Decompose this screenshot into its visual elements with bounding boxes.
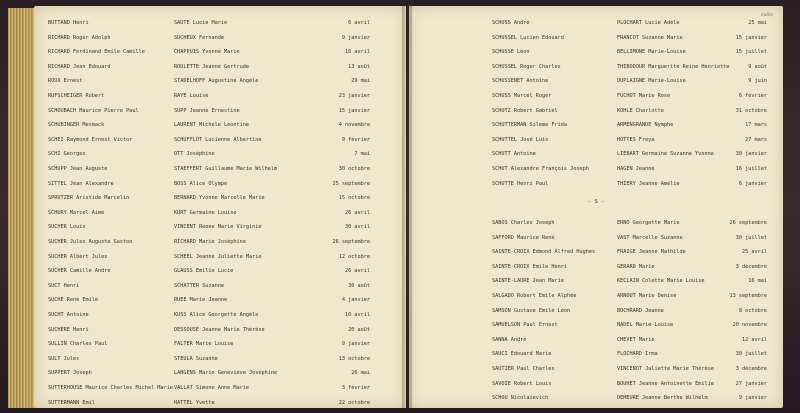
register-entry [34,78,406,89]
groom-name: SCHUTTEL José Luis [492,136,549,143]
register-entry [34,93,406,104]
groom-name: SUCHER Albert Jules [48,253,108,260]
register-entry [409,78,783,89]
marriage-date: 9 juin [748,78,767,85]
marriage-date: 26 avril [345,209,370,216]
bride-name: CHAPPUIS Yvonne Marie [174,49,240,56]
marriage-date: 27 mars [745,136,767,143]
marriage-date: 9 janvier [341,341,370,348]
register-entry [409,64,783,75]
marriage-date: 20 novembre [732,322,767,329]
marriage-date: 13 septembre [729,293,767,299]
groom-name: SUCHER Jules Auguste Gaston [48,239,133,245]
marriage-date: 7 mai [354,151,370,158]
marriage-date: 16 mai [748,278,767,285]
bride-name: DEMEURE Jeanne Berthe Wilhelm [617,395,708,402]
bride-name: DUPLAIGNE Marie-Louise [617,78,686,85]
register-entry [34,49,406,60]
marriage-date: 9 janvier [738,395,767,402]
register-entry [409,235,783,246]
groom-name: SCHUTTE Henri Paul [492,180,549,187]
right-page [409,6,783,408]
register-entry [34,268,406,279]
register-entry [409,249,783,260]
groom-name: SCHUSSE Léon [492,49,530,56]
bride-name: STADELHOFF Augustine Angèle [174,78,259,85]
marriage-date: 8 octobre [738,307,767,314]
marriage-date: 9 août [748,63,767,70]
register-entry [34,20,406,31]
bride-name: FLOCHARD Irma [617,351,658,358]
groom-name: SCHUTZ Robert Gabriel [492,107,558,114]
bride-name: SCHEEL Jeanne Juliette Marie [174,253,262,260]
bride-name: FRAIGE Jeanne Mathilde [617,249,686,256]
bride-name: STEULA Suzanne [174,355,218,362]
bride-name: SCHUFFLOT Lucienne Albertine [174,136,262,143]
register-entry [34,181,406,192]
register-entry [409,166,783,177]
groom-name: SUCHER Louis [48,224,86,231]
groom-name: SCHUT Alexandre François Joseph [492,166,589,172]
groom-name: SCHUSSEL Roger Charles [492,63,561,70]
marriage-date: 16 juillet [735,166,767,172]
register-entry [34,64,406,75]
bride-name: DESSOUSE Jeanne Marie Thérèse [174,326,265,333]
marriage-date: 26 septembre [729,220,767,226]
marriage-date: 12 avril [742,336,767,343]
marriage-date: 23 janvier [338,93,370,99]
groom-name: RICHARD Roger Adolph [48,34,111,41]
marriage-date: 6 janvier [738,180,767,187]
groom-name: SUCHER Camille André [48,268,111,275]
register-entry [409,220,783,231]
register-entry [34,151,406,162]
register-entry [34,195,406,206]
register-entry [34,224,406,235]
groom-name: SAINTE-LAURE Jean Marie [492,278,564,285]
groom-name: SUPPERT Joseph [48,370,92,377]
bride-name: VAST Marcelle Suzanne [617,234,683,241]
groom-name: SCHUSSENET Antoine [492,78,549,85]
register-entry [409,351,783,362]
register-entry [34,356,406,367]
register-entry [34,166,406,177]
groom-name: ROUX Ernest [48,78,83,85]
register-entry [34,312,406,323]
register-entry [34,341,406,352]
register-entry [34,400,406,411]
register-entry [409,381,783,392]
bride-name: FUCHOT Marie Rose [617,93,671,99]
groom-name: SITTEL Jean Alexandre [48,180,114,187]
groom-name: SCHUSS Marcel Roger [492,93,552,99]
bride-name: LIEBART Germaine Suzanne Yvonne [617,151,714,158]
groom-name: SULT Jules [48,355,80,362]
marriage-date: 29 mai [351,78,370,85]
groom-name: SULLIN Charles Paul [48,341,108,348]
register-entry [34,122,406,133]
marriage-date: 15 octobre [338,195,370,202]
bride-name: CHEVET Marie [617,336,655,343]
bride-name: LAURENT Michele Léontine [174,122,249,129]
bride-name: RICHARD Marie Joséphine [174,239,246,245]
groom-name: SAMUELSON Paul Ernest [492,322,558,329]
marriage-date: 15 janvier [735,34,767,41]
bride-name: HATTEL Yvette [174,399,215,406]
marriage-date: 27 janvier [735,380,767,387]
register-entry [409,122,783,133]
register-entry [34,210,406,221]
marriage-date: 30 janvier [735,151,767,158]
marriage-date: 13 octobre [338,355,370,362]
marriage-date: 15 janvier [338,107,370,114]
marriage-date: 6 février [738,93,767,99]
bride-name: PLOCHART Lucie Adèle [617,20,680,26]
groom-name: SCHUPP Jean Auguste [48,166,108,172]
groom-name: SAINTE-CROIX Edmond Alfred Hughes [492,249,596,256]
bride-name: VINCENOT Juliette Marie Thérèse [617,366,714,372]
register-entry [409,322,783,333]
register-entry [409,108,783,119]
bride-name: GERARD Marie [617,263,655,270]
bride-name: ARMENGRANDE Nymphe [617,122,674,129]
marriage-date: 3 février [341,385,370,391]
bride-name: BELLIMONE Marie-Louise [617,49,686,56]
bride-name: HAGEN Jeanne [617,166,655,172]
bride-name: THIBODOUR Marguerite Reine Henriette [617,63,730,70]
groom-name: RICHARD Ferdinand Emile Camille [48,49,145,56]
bride-name: KURT Germaine Louise [174,209,237,216]
groom-name: SPRUTZER Aristide Marcelin [48,195,130,202]
register-entry [409,278,783,289]
margin-note: suite [760,12,773,18]
register-entry [409,93,783,104]
bride-name: GLAUSS Emilie Lucie [174,268,234,275]
register-entry [409,35,783,46]
marriage-date: 25 septembre [332,180,370,187]
marriage-date: 10 avril [345,312,370,318]
bride-name: FRANCOT Suzanne Marie [617,34,683,41]
marriage-date: 30 avril [345,224,370,231]
marriage-date: 3 décembre [735,263,767,270]
marriage-date: 25 mai [748,20,767,26]
register-entry [409,264,783,275]
bride-name: OTT Joséphine [174,151,215,158]
bride-name: NADEL Marie-Louise [617,322,674,329]
register-entry [409,49,783,60]
register-entry [34,370,406,381]
bride-name: SCHATTER Suzanne [174,282,224,289]
register-entry [34,297,406,308]
groom-name: SCHI Georges [48,151,86,158]
marriage-date: 26 septembre [332,239,370,245]
marriage-date: 16 avril [345,49,370,56]
register-entry [34,108,406,119]
marriage-date: 26 avril [345,268,370,275]
bride-name: RAYE Louise [174,93,209,99]
marriage-date: 3 décembre [735,366,767,372]
register-entry [409,20,783,31]
register-entry [409,151,783,162]
bride-name: SUPP Jeanne Ernestine [174,107,240,114]
groom-name: SABOS Charles Joseph [492,220,555,226]
bride-name: THIERY Jeanne Amélie [617,180,680,187]
marriage-date: 25 avril [742,249,767,256]
bride-name: ERNO Georgette Marie [617,220,680,226]
register-entry [409,181,783,192]
bride-name: BOSS Alice Olympe [174,180,228,187]
groom-name: SUCHT Antoine [48,312,89,318]
marriage-date: 26 mai [351,370,370,377]
bride-name: ARNOUT Marie Denise [617,293,677,299]
register-entry [34,239,406,250]
marriage-date: 20 août [348,326,370,333]
bride-name: ROULETTE Jeanne Gertrude [174,63,249,70]
groom-name: SCHUBINGER Mesmack [48,122,105,129]
marriage-date: 9 janvier [341,34,370,41]
marriage-date: 17 mars [745,122,767,129]
register-entry [409,137,783,148]
register-entry [409,308,783,319]
section-separator: - S - [587,199,605,205]
bride-name: KECLAIN Colette Marie Louise [617,278,705,285]
book-gutter [402,6,412,408]
bride-name: BERNARD Yvonne Marcelle Marie [174,195,265,202]
groom-name: SCHOUBACH Maurice Pierre Paul [48,107,139,114]
bride-name: BOCHRARD Jeanne [617,307,664,314]
groom-name: SALGADO Robert Emile Alphée [492,293,577,299]
marriage-date: 12 octobre [338,253,370,260]
groom-name: SUCHERE Henri [48,326,89,333]
groom-name: SCHURY Marcel Aimé [48,209,105,216]
marriage-date: 9 février [341,136,370,143]
left-page [34,6,406,408]
groom-name: SANNA André [492,336,527,343]
groom-name: SAFFORD Maurice René [492,234,555,241]
groom-name: SUCHE René Emile [48,297,98,304]
bride-name: SUCHEUX Fernande [174,34,224,41]
bride-name: RUEE Marie Jeanne [174,297,228,304]
groom-name: SCHUTT Antoine [492,151,536,158]
marriage-date: 30 juillet [735,234,767,241]
bride-name: STAEFFERT Guillaume Marie Wilhelm [174,166,278,172]
groom-name: SAUCI Edouard Marie [492,351,552,358]
bride-name: KUSS Alice Georgette Angèle [174,312,259,318]
groom-name: SAINTE-CROIX Emile Henri [492,263,567,270]
marriage-date: 30 octobre [338,166,370,172]
register-entry [409,395,783,406]
groom-name: SCHOU Nicolaievich [492,395,549,402]
groom-name: SCHEI Raymond Ernest Victor [48,136,133,143]
bride-name: SAUTE Lucie Marie [174,20,228,26]
marriage-date: 22 octobre [338,399,370,406]
register-entry [409,293,783,304]
groom-name: SAMSON Gustave Emile Léon [492,307,571,314]
groom-name: SUTTERHOUSE Maurice Charles Michel Marie [48,385,173,391]
groom-name: SAVOIE Robert Louis [492,380,552,387]
groom-name: RUFSCHEIGER Robert [48,93,105,99]
groom-name: SCHUTTERMAN Sileme Frida [492,122,567,129]
marriage-date: 4 novembre [338,122,370,129]
register-entry [34,35,406,46]
bride-name: KOHLE Charlotte [617,107,664,114]
groom-name: BUTTAND Henri [48,20,89,26]
marriage-date: 30 juillet [735,351,767,358]
register-entry [34,283,406,294]
bride-name: VALLAT Simone Anne Marie [174,385,249,391]
groom-name: RICHARD Jean Edouard [48,63,111,70]
bride-name: HOTTES Freya [617,136,655,143]
register-entry [34,327,406,338]
groom-name: SUCT Henri [48,282,80,289]
marriage-date: 15 juillet [735,49,767,56]
register-entry [34,254,406,265]
marriage-date: 31 octobre [735,107,767,114]
groom-name: SUTTERMANN Emil [48,399,95,406]
marriage-date: 6 avril [348,20,370,26]
bride-name: VINCENT Renée Marie Virginie [174,224,262,231]
bride-name: BOUHET Jeanne Antoinette Emilie [617,380,714,387]
marriage-date: 4 janvier [341,297,370,304]
bride-name: LANGENS Marie Geneviève Joséphine [174,370,278,377]
register-entry [409,366,783,377]
groom-name: SCHUSS André [492,20,530,26]
register-entry [34,385,406,396]
marriage-date: 30 août [348,282,370,289]
register-entry [409,337,783,348]
register-entry [34,137,406,148]
groom-name: SAUTIER Paul Charles [492,366,555,372]
groom-name: SCHUSSEL Lucien Edouard [492,34,564,41]
bride-name: FALTER Marie Louise [174,341,234,348]
marriage-date: 13 août [348,63,370,70]
